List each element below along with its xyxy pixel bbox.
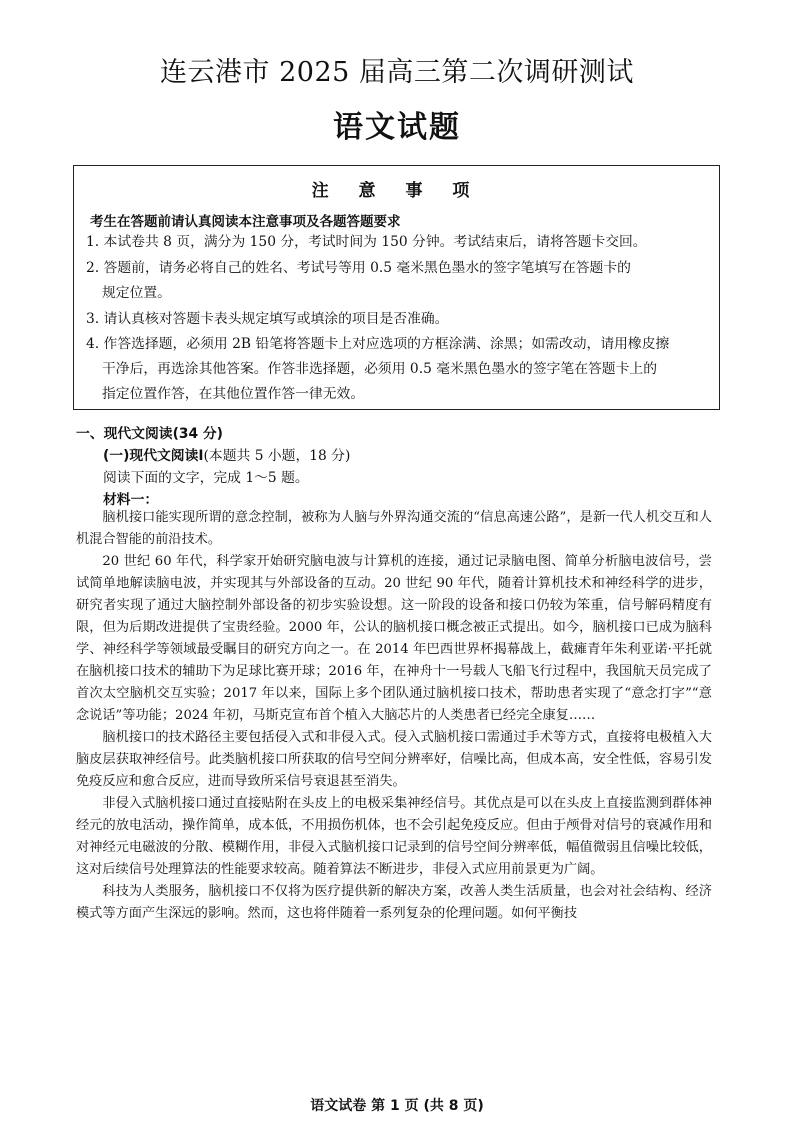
exam-title: 连云港市 2025 届高三第二次调研测试	[160, 57, 634, 88]
section-title: 一、现代文阅读(34 分)	[76, 426, 223, 442]
passage-paragraph: 脑机接口能实现所谓的意念控制，被称为人脑与外界沟通交流的“信息高速公路”，是新一代人机交互和人机混合智能的前沿技术。	[76, 510, 712, 547]
notice-item: 2. 答题前，请务必将自己的姓名、考试号等用 0.5 毫米黑色墨水的签字笔填写在答题卡的	[86, 260, 631, 276]
notice-item: 4. 作答选择题，必须用 2B 铅笔将答题卡上对应选项的方框涂满、涂黑；如需改动，请用橡皮擦	[86, 336, 670, 352]
passage-paragraph: 科技为人类服务，脑机接口不仅将为医疗提供新的解决方案，改善人类生活质量，也会对社会结构、经济模式等方面产生深远的影响。然而，这也将伴随着一系列复杂的伦理问题。如何平衡技	[76, 884, 712, 921]
notice-item-continuation: 规定位置。	[102, 285, 171, 301]
reading-instruction: 阅读下面的文字，完成 1～5 题。	[103, 470, 309, 486]
passage-paragraph: 非侵入式脑机接口通过直接贴附在头皮上的电极采集神经信号。其优点是可以在头皮上直接监测到群体神经元的放电活动，操作简单，成本低，不用损伤机体，也不会引起免疫反应。但由于颅骨对信号的衰减作用和对神经元电磁波的分散、模糊作用，非侵入式脑机接口记录到的信号空间分辨率低，幅值微弱且信噪比较低，这对后续信号处理算法的性能要求较高。随着算法不断进步，非侵入式应用前景更为广阔。	[76, 796, 712, 877]
notice-intro: 考生在答题前请认真阅读本注意事项及各题答题要求	[90, 214, 401, 230]
subsection-heading	[103, 444, 350, 464]
notice-item: 1. 本试卷共 8 页，满分为 150 分，考试时间为 150 分钟。考试结束后，请将答题卡交回。	[86, 234, 647, 250]
passage-paragraph: 脑机接口的技术路径主要包括侵入式和非侵入式。侵入式脑机接口需通过手术等方式，直接将电极植入大脑皮层获取神经信号。此类脑机接口所获取的信号空间分辨率好，信噪比高，但成本高，安全性低，容易引发免疫反应和愈合反应，进而导致所采信号衰退甚至消失。	[76, 730, 712, 789]
notice-box	[73, 165, 720, 410]
page-footer: 语文试卷 第 1 页 (共 8 页)	[310, 1098, 484, 1114]
material-label: 材料一：	[103, 492, 159, 508]
subsection-info: (本题共 5 小题，18 分)	[203, 448, 351, 464]
notice-heading: 注 意 事 项	[311, 181, 482, 201]
notice-item-continuation: 干净后，再选涂其他答案。作答非选择题，必须用 0.5 毫米黑色墨水的签字笔在答题卡上的	[102, 361, 657, 377]
subsection-label: (一)现代文阅读Ⅰ	[103, 448, 204, 464]
exam-subject-title: 语文试题	[333, 110, 461, 145]
notice-item-continuation: 指定位置作答，在其他位置作答一律无效。	[102, 386, 365, 402]
passage-body	[76, 507, 712, 925]
passage-paragraph: 20 世纪 60 年代，科学家开始研究脑电波与计算机的连接，通过记录脑电图、简单分析脑电波信号，尝试简单地解读脑电波，并实现其与外部设备的互动。20 世纪 90 年代，随着计算机技术和神经科学的进步，研究者实现了通过大脑控制外部设备的初步实验设想。这一阶段的设备和接口仍较为笨重，信号解码精度有限，但为后期改进提供了宝贵经验。2000 年，公认的脑机接口概念被正式提出。如今，脑机接口已成为脑科学、神经科学等领域最受瞩目的研究方向之一。在 2014 年巴西世界杯揭幕战上，截瘫青年朱利亚诺·平托就在脑机接口技术的辅助下为足球比赛开球；2016 年，在神舟十一号载人飞船飞行过程中，我国航天员完成了首次太空脑机交互实验；2017 年以来，国际上多个团队通过脑机接口技术，帮助患者实现了“意念打字”“意念说话”等功能；2024 年初，马斯克宣布首个植入大脑芯片的人类患者已经完全康复……	[76, 554, 712, 723]
notice-item: 3. 请认真核对答题卡表头规定填写或填涂的项目是否准确。	[86, 311, 449, 327]
